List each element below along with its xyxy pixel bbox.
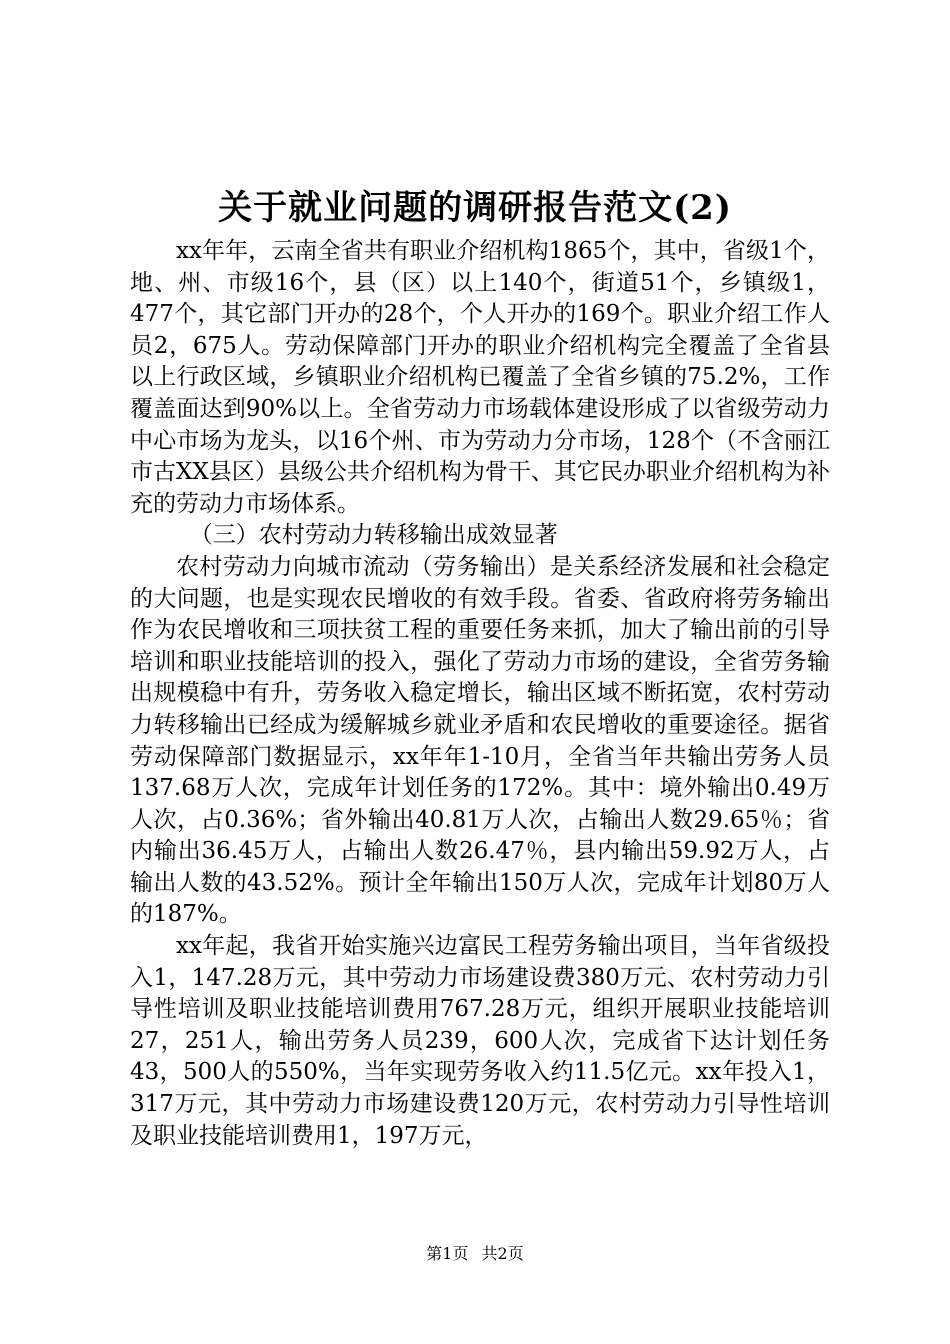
page-number: 第1页 — [426, 1244, 469, 1263]
section-heading: （三）农村劳动力转移输出成效显著 — [189, 522, 558, 549]
page-total: 共2页 — [481, 1244, 524, 1263]
paragraph-3: xx年起，我省开始实施兴边富民工程劳务输出项目，当年省级投入1，147.28万元，其中劳动力市场建设费380万元、农村劳动力引导性培训及职业技能培训费用767.28万元，组织开展职业技能培训27，251人，输出劳务人员239，600人次，完成省下达计划任务43，500人的550%，当年实现劳务收入约11.5亿元。xx年投入1，317万元，其中劳动力市场建设费120万元，农村劳动力引导性培训及职业技能培训费用1，197万元， — [130, 933, 830, 1149]
page-footer — [0, 1244, 950, 1264]
paragraph-1: xx年年，云南全省共有职业介绍机构1865个，其中，省级1个，地、州、市级16个，县（区）以上140个，街道51个，乡镇级1，477个，其它部门开办的28个，个人开办的169个。职业介绍工作人员2，675人。劳动保障部门开办的职业介绍机构完全覆盖了全省县以上行政区域，乡镇职业介绍机构已覆盖了全省乡镇的75.2%，工作覆盖面达到90%以上。全省劳动力市场载体建设形成了以省级劳动力中心市场为龙头，以16个州、市为劳动力分市场，128个（不含丽江市古XX县区）县级公共介绍机构为骨干、其它民办职业介绍机构为补充的劳动力市场体系。 — [130, 238, 830, 517]
document-title: 关于就业问题的调研报告范文(2) — [218, 188, 732, 228]
paragraph-2: 农村劳动力向城市流动（劳务输出）是关系经济发展和社会稳定的大问题，也是实现农民增收的有效手段。省委、省政府将劳务输出作为农民增收和三项扶贫工程的重要任务来抓，加大了输出前的引导培训和职业技能培训的投入，强化了劳动力市场的建设，全省劳务输出规模稳中有升，劳务收入稳定增长，输出区域不断拓宽，农村劳动力转移输出已经成为缓解城乡就业矛盾和农民增收的重要途径。据省劳动保障部门数据显示，xx年年1-10月，全省当年共输出劳务人员137.68万人次，完成年计划任务的172%。其中：境外输出0.49万人次，占0.36%；省外输出40.81万人次，占输出人数29.65％；省内输出36.45万人，占输出人数26.47％，县内输出59.92万人，占输出人数的43.52%。预计全年输出150万人次，完成年计划80万人的187%。 — [130, 553, 830, 928]
document-body — [130, 236, 830, 1152]
